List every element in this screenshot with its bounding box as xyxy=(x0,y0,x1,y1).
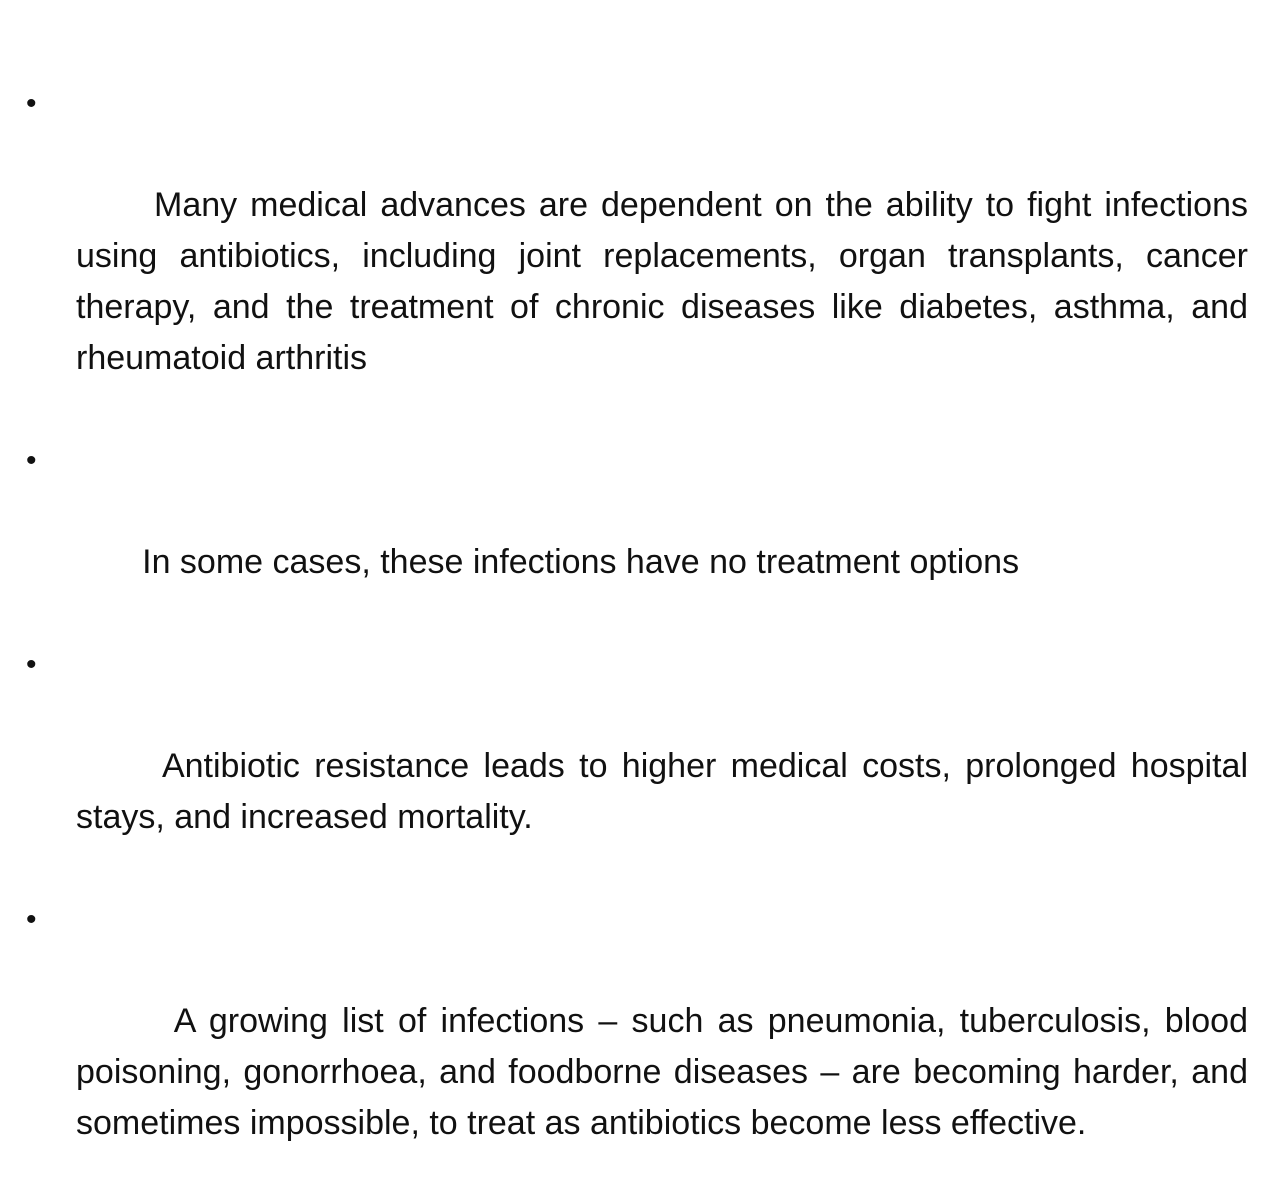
bullet-item-resistance-costs xyxy=(26,639,1258,894)
bullet-icon: • xyxy=(26,444,37,477)
bullet-text: In some cases, these infections have no treatment options xyxy=(132,543,1020,581)
bullet-text: Antibiotic resistance leads to higher medical costs, prolonged hospital stays, and increased mortality. xyxy=(76,747,1258,836)
bullet-item-no-treatment xyxy=(26,435,1248,639)
bullet-icon: • xyxy=(26,87,37,120)
bullet-item-medical-advances xyxy=(26,78,1258,435)
bullet-icon: • xyxy=(26,648,37,681)
bullet-icon: • xyxy=(26,903,37,936)
bullet-item-growing-list xyxy=(26,894,1258,1200)
bullet-list xyxy=(26,78,1258,1200)
bullet-text: Many medical advances are dependent on the ability to fight infections using antibiotics, including joint replacements, organ transplants, cancer therapy, and the treatment of chronic diseases like diabetes, asthma, and rheumatoid arthritis xyxy=(76,186,1258,377)
bullet-text: A growing list of infections – such as pneumonia, tuberculosis, blood poisoning, gonorrhoea, and foodborne diseases – are becoming harder, and sometimes impossible, to treat as antibiotics become less effective. xyxy=(76,1002,1258,1142)
